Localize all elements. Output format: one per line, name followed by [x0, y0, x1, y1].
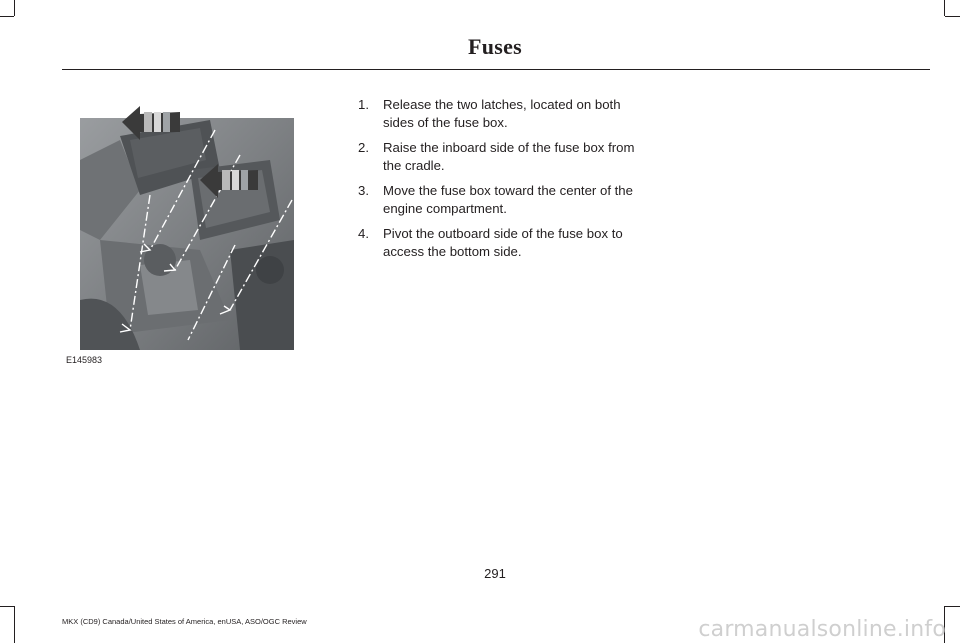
crop-mark-top-left-h: [0, 16, 14, 17]
instruction-steps: [358, 96, 638, 268]
page-number: 291: [484, 566, 506, 581]
list-item: [358, 139, 638, 174]
step-text: Move the fuse box toward the center of the engine compartment.: [383, 183, 633, 216]
figure-id-label: E145983: [66, 355, 103, 365]
fuse-box-illustration: [80, 100, 296, 352]
crop-mark-top-right-v: [944, 0, 945, 16]
page-title: Fuses: [467, 34, 523, 59]
step-number: 2.: [358, 140, 369, 155]
step-number: 1.: [358, 97, 369, 112]
list-item: [358, 96, 638, 131]
step-text: Raise the inboard side of the fuse box from the cradle.: [383, 140, 635, 173]
list-item: [358, 225, 638, 260]
step-number: 3.: [358, 183, 369, 198]
crop-mark-bottom-left-h: [0, 606, 14, 607]
list-item: [358, 182, 638, 217]
crop-mark-bottom-right-h: [945, 606, 960, 607]
crop-mark-top-left-v: [14, 0, 15, 16]
step-text: Release the two latches, located on both sides of the fuse box.: [383, 97, 621, 130]
header-rule: [62, 69, 930, 70]
document-info: MKX (CD9) Canada/United States of America, enUSA, ASO/OGC Review: [62, 617, 307, 626]
crop-mark-bottom-left-v: [14, 606, 15, 643]
watermark: carmanualsonline.info: [698, 617, 946, 642]
step-text: Pivot the outboard side of the fuse box to access the bottom side.: [383, 226, 623, 259]
step-number: 4.: [358, 226, 369, 241]
crop-mark-top-right-h: [945, 16, 960, 17]
